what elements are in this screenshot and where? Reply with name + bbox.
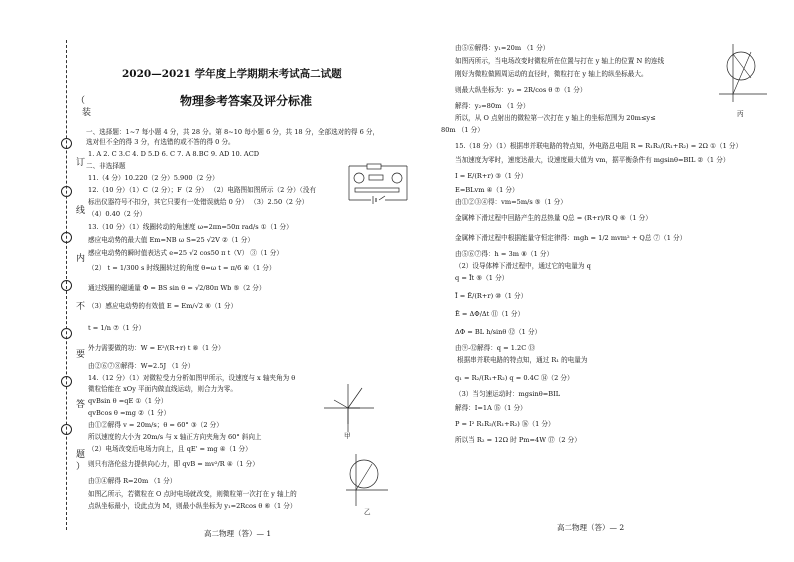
binding-char: 不 [76,302,86,312]
text-line: 标出仪器符号不扣分，其它只要有一处错误就给 0 分） （3）2.50（2 分） [88,198,309,206]
text-line: I = E/(R+r) ③（1 分） [455,172,528,180]
text-line: 11.（4 分）10.220（2 分）5.900（2 分） [88,174,219,182]
text-line: （3）感应电动势的有效值 E = Em/√2 ⑥（1 分） [88,302,238,310]
text-line: 所以速度的大小为 20m/s 与 x 轴正方向夹角为 60° 斜向上 [88,433,262,441]
text-line: 由⑤⑥解得：y₁=20m （1 分） [455,44,550,52]
text-line: q = Īt ⑨（1 分） [455,274,509,282]
text-line: 刚好为微粒做圆周运动的直径时，微粒打在 y 轴上的纵坐标最大。 [455,70,648,78]
binding-char: 线 [76,206,86,216]
text-line: 解得：I=1A ⑮（1 分） [455,404,527,412]
page-footer-1: 高二物理（答）— 1 [204,529,272,538]
text-line: 由⑨-⑫解得：q = 1.2C ⑬ [455,344,535,352]
text-line: 感应电动势的最大值 Em=NB ω S=25 √2V ②（1 分） [88,236,254,244]
text-line: 所以当 R₂ = 12Ω 时 Pm=4W ⑰（2 分） [455,436,581,444]
text-line: （2） t = 1/300 s 时线圈转过的角度 θ=ω t = π/6 ④（1 分） [88,264,276,272]
right-page [397,0,794,562]
text-line: （3）当匀速运动时：mgsinθ=BIL [455,390,561,398]
text-line: qvBsin θ =qE ①（1 分） [88,397,168,405]
binding-hole-icon [61,424,72,435]
text-line: 则只有洛伦兹力提供向心力，即 qvB = mv²/R ④（1 分） [88,460,259,468]
text-line: 13.（10 分）（1）线圈转动的角速度 ω=2πn=50π rad/s ①（1 分） [88,223,293,231]
text-line: 金属棒下滑过程中回路产生的总热量 Q总 = (R+r)/R Q ⑥（1 分） [455,214,652,222]
text-line: P = I² R₁R₂/(R₁+R₂) ⑯（1 分） [455,420,555,428]
text-line: 二、非选择题 [86,162,126,170]
text-line: （2）电场改变后电场力向上，且 qE' = mg ④（1 分） [88,445,252,453]
binding-char: 题 [76,450,86,460]
text-line: 解得：y₂=80m （1 分） [455,102,530,110]
binding-margin [0,0,92,562]
binding-hole-icon [61,376,72,387]
text-line: Ī = Ē/(R+r) ⑩（1 分） [455,292,528,300]
text-line: t = 1/n ⑦（1 分） [88,324,146,332]
answer-key-title: 物理参考答案及评分标准 [180,94,313,108]
text-line: 一、选择题：1~7 每小题 4 分，共 28 分。第 8~10 每小题 6 分，共 18 分，全部选对的得 6 分， [86,128,380,136]
text-line: 所以，从 O 点射出的微粒第一次打在 y 轴上的坐标范围为 20m≤y≤ [455,114,656,122]
binding-hole-icon [61,186,72,197]
text-line: 12.（10 分）（1）C（2 分）；F（2 分） （2）电路图如图所示（2 分）（没有 [88,186,317,194]
text-line: 根据串并联电路的特点知，通过 R₁ 的电量为 [457,356,588,364]
text-line: 由①②③④得：vm=5m/s ⑤（1 分） [455,198,567,206]
binding-hole-icon [61,328,72,339]
text-line: 80m （1 分） [441,126,484,134]
binding-char: 内 [76,254,86,264]
binding-hole-icon [61,232,72,243]
text-line: 由②⑥⑦⑧解得：W=2.5J （1 分） [88,362,195,370]
text-line: 如图丙所示，当电场改变时微粒所在位置与打在 y 轴上的位置 N 的连线 [455,57,665,65]
binding-char: 答 [76,400,86,410]
text-line: （2）设导体棒下滑过程中，通过它的电量为 q [455,262,591,270]
text-line: 由③④解得 R=20m （1 分） [88,477,177,485]
page-footer-2: 高二物理（答）— 2 [557,523,625,532]
text-line: Ē = ΔΦ/Δt ⑪（1 分） [455,310,525,318]
text-line: E=BLvm ④（1 分） [455,186,519,194]
figure-jia-label: 甲 [344,432,351,440]
text-line: 15.（18 分）（1）根据串并联电路的特点知，外电路总电阻 R = R₁R₂/(R₁+R₂) = 2Ω ①（1 分） [455,142,743,150]
text-line: （4）0.40（2 分） [88,210,147,218]
text-line: 外力需要做的功：W = E²/(R+r) t ⑧（1 分） [88,344,225,352]
text-line: qvBcos θ =mg ②（1 分） [88,409,171,417]
text-line: 感应电动势的瞬时值表达式 e=25 √2 cos50 π t（V） ③（1 分） [88,249,283,257]
figure-yi-label: 乙 [364,508,371,516]
exam-title: 2020—2021 学年度上学期期末考试高二试题 [122,68,342,80]
binding-hole-icon [61,280,72,291]
text-line: 1. A 2. C 3.C 4. D 5.D 6. C 7. A 8.BC 9. AD 10. ACD [88,150,260,158]
binding-char: 装 [82,108,92,118]
text-line: 当加速度为零时，速度达最大，设速度最大值为 vm，据平衡条件有 mgsinθ=BIL ②（1 分） [455,156,730,164]
text-line: ΔΦ = BL h/sinθ ⑫（1 分） [455,328,542,336]
text-line: 如图乙所示，若微粒在 O 点时电场就改变，则微粒第一次打在 y 轴上的 [88,490,297,498]
figure-yi [342,450,392,510]
text-line: 点纵坐标最小，设此点为 M，则最小纵坐标为 y₁=2Rcos θ ⑥（1 分） [88,502,297,510]
binding-char: 要 [76,350,86,360]
figure-jia [318,378,378,440]
text-line: 由⑤⑥⑦得：h = 3m ⑧（1 分） [455,250,554,258]
text-line: 由①②解得 v = 20m/s；θ = 60° ③（2 分） [88,421,223,429]
figure-bing-label: 丙 [737,110,744,118]
text-line: q₁ = R₂/(R₁+R₂) q = 0.4C ⑭（2 分） [455,374,574,382]
binding-char: ） [76,462,86,472]
binding-char: （ [76,96,86,106]
figure-bing [715,40,771,112]
text-line: 金属棒下滑过程中根据能量守恒定律得：mgh = 1/2 mvm² + Q总 ⑦（1 分） [455,234,687,242]
binding-char: 订 [76,158,86,168]
binding-hole-icon [61,138,72,149]
text-line: 通过线圈的磁通量 Φ = BS sin θ = √2/80π Wb ⑤（2 分） [88,284,266,292]
text-line: 微粒恰能在 xOy 平面内做直线运动，则合力为零。 [88,385,237,393]
text-line: 14.（12 分）（1）对微粒受力分析如图甲所示，设速度与 x 轴夹角为 θ [88,374,296,382]
text-line: 则最大纵坐标为：y₂ = 2R/cos θ ⑦（1 分） [455,86,587,94]
text-line: 选对但不全的得 3 分，有选错的或不答的得 0 分。 [86,138,235,146]
